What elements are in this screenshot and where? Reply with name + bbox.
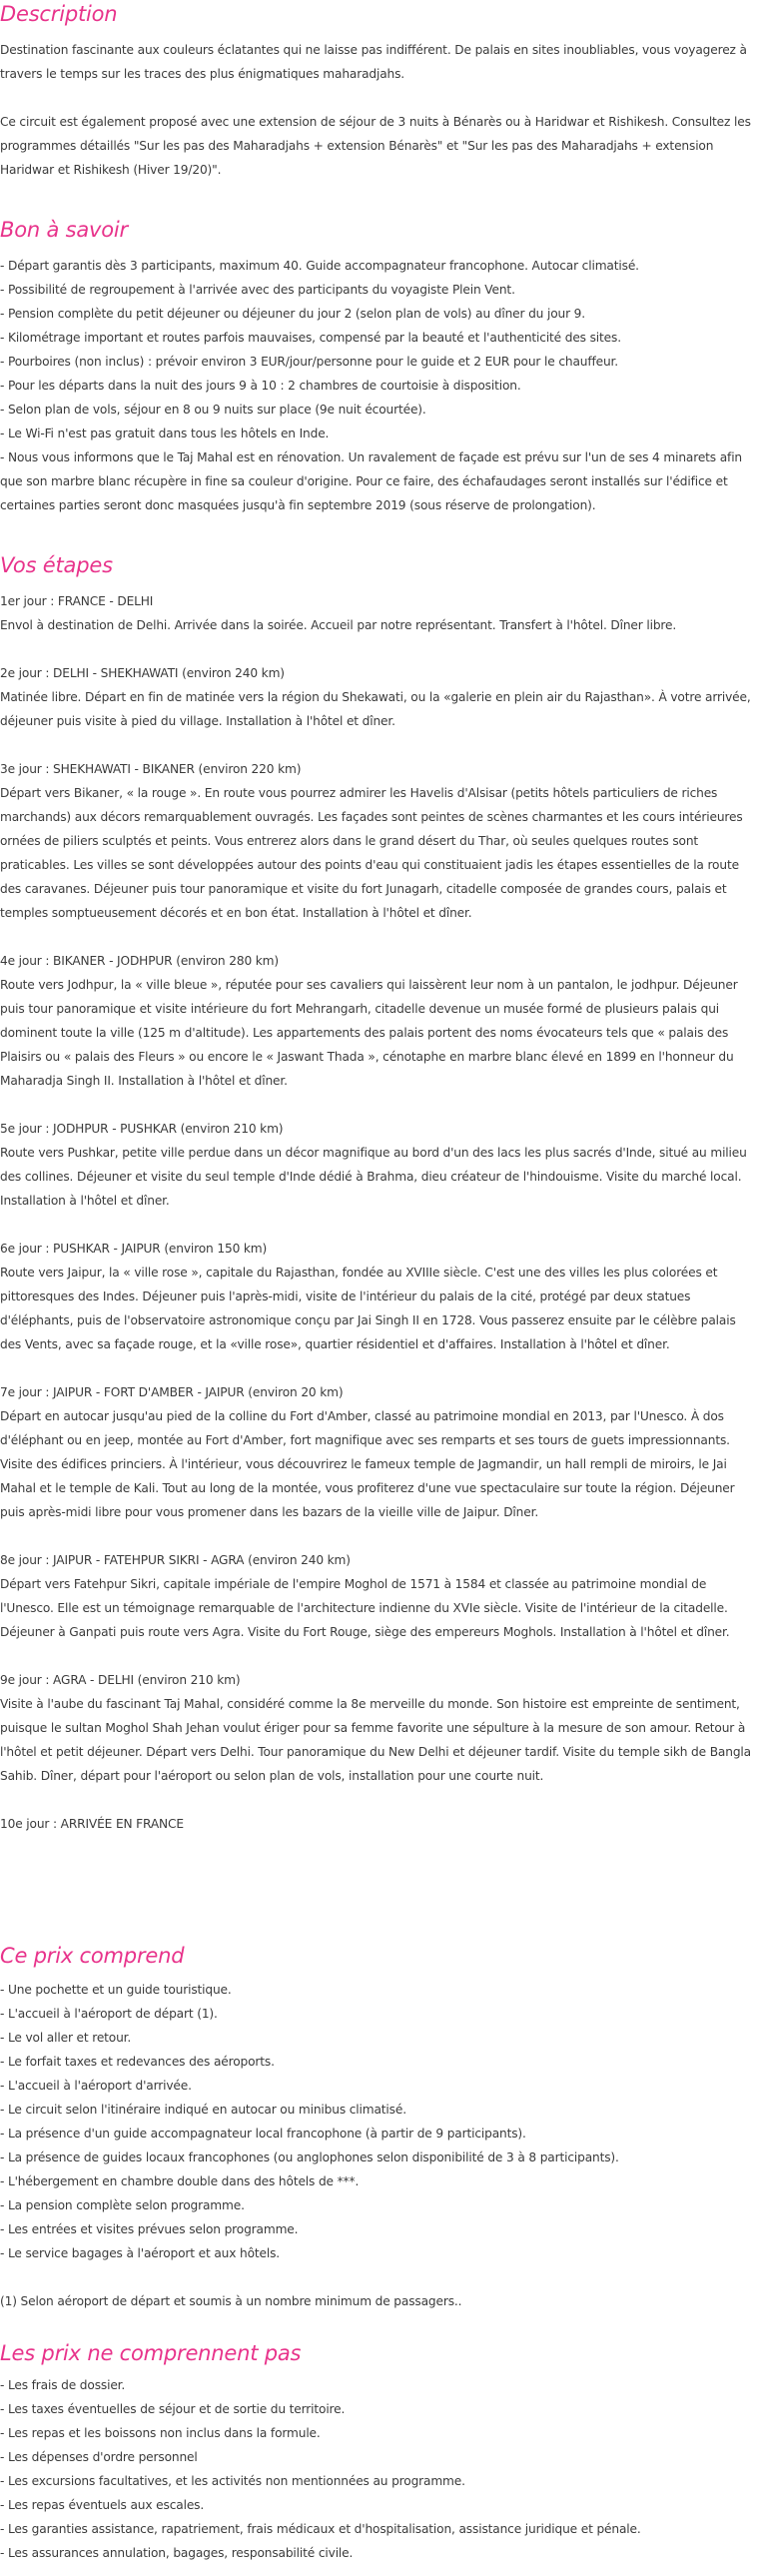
description-section bbox=[0, 2, 757, 182]
list-item: - Les dépenses d'ordre personnel bbox=[0, 2450, 198, 2464]
list-item: - Les taxes éventuelles de séjour et de sortie du territoire. bbox=[0, 2402, 346, 2416]
etapes-section bbox=[0, 553, 757, 1836]
list-item: - La pension complète selon programme. bbox=[0, 2198, 245, 2212]
list-item: - L'hébergement en chambre double dans des hôtels de ***. bbox=[0, 2174, 360, 2188]
day-heading: 6e jour : PUSHKAR - JAIPUR (environ 150 km) bbox=[0, 1242, 268, 1256]
list-item: - Nous vous informons que le Taj Mahal est en rénovation. Un ravalement de façade est prévu sur l'un de ses 4 minarets afin que son marbre blanc récupère in fine sa couleur d'origine. Pour ce faire, des échafaudages seront installés sur l'édifice et certaines parties seront donc masquées jusqu'à fin septembre 2019 (sous réserve de prolongation). bbox=[0, 450, 742, 512]
list-item: - Les assurances annulation, bagages, responsabilité civile. bbox=[0, 2546, 354, 2560]
list-item: - Kilométrage important et routes parfois mauvaises, compensé par la beauté et l'authenticité des sites. bbox=[0, 331, 621, 345]
prix-comprend-section bbox=[0, 1944, 757, 2313]
list-item: - Pension complète du petit déjeuner ou déjeuner du jour 2 (selon plan de vols) au dîner du jour 9. bbox=[0, 307, 585, 321]
list-item: - Une pochette et un guide touristique. bbox=[0, 1983, 232, 1997]
day-block bbox=[0, 1668, 757, 1788]
list-item: - Selon plan de vols, séjour en 8 ou 9 nuits sur place (9e nuit écourtée). bbox=[0, 403, 426, 417]
prix-comprend-note: (1) Selon aéroport de départ et soumis à un nombre minimum de passagers.. bbox=[0, 2294, 462, 2308]
prix-ne-comprennent-pas-list bbox=[0, 2373, 757, 2565]
day-text: Départ en autocar jusqu'au pied de la colline du Fort d'Amber, classé au patrimoine mondial en 2013, par l'Unesco. À dos d'éléphant ou en jeep, montée au Fort d'Amber, fort magnifique avec ses remparts et ses tours de guets impressionnants. Visite des édifices princiers. À l'intérieur, vous découvrirez le fameux temple de Jagmandir, un hall rempli de miroirs, le Jai Mahal et le temple de Kali. Tout au long de la montée, vous profiterez d'une vue spectaculaire sur toute la région. Déjeuner puis après-midi libre pour vous promener dans les bazars de la vieille ville de Jaipur. Dîner. bbox=[0, 1409, 735, 1519]
day-heading: 7e jour : JAIPUR - FORT D'AMBER - JAIPUR (environ 20 km) bbox=[0, 1385, 344, 1399]
day-text: Matinée libre. Départ en fin de matinée vers la région du Shekawati, ou la «galerie en plein air du Rajasthan». À votre arrivée, déjeuner puis visite à pied du village. Installation à l'hôtel et dîner. bbox=[0, 690, 751, 728]
day-block bbox=[0, 757, 757, 925]
day-block bbox=[0, 1117, 757, 1213]
day-heading: 4e jour : BIKANER - JODHPUR (environ 280 km) bbox=[0, 954, 280, 968]
list-item: - Le forfait taxes et redevances des aéroports. bbox=[0, 2055, 275, 2069]
day-text: Départ vers Bikaner, « la rouge ». En route vous pourrez admirer les Havelis d'Alsisar (petits hôtels particuliers de riches marchands) aux décors remarquablement ouvragés. Les façades sont peintes de scènes charmantes et les cours intérieures ornées de piliers sculptés et peints. Vous entrerez alors dans le grand désert du Thar, où seules quelques routes sont praticables. Les villes se sont développées autour des points d'eau qui constituaient jadis les étapes essentielles de la route des caravanes. Déjeuner puis tour panoramique et visite du fort Junagarh, citadelle composée de grandes cours, palais et temples somptueusement décorés et en bon état. Installation à l'hôtel et dîner. bbox=[0, 786, 743, 920]
list-item: - L'accueil à l'aéroport d'arrivée. bbox=[0, 2079, 192, 2093]
list-item: - Les excursions facultatives, et les activités non mentionnées au programme. bbox=[0, 2474, 465, 2488]
day-text: Route vers Pushkar, petite ville perdue dans un décor magnifique au bord d'un des lacs les plus sacrés d'Inde, situé au milieu des collines. Déjeuner et visite du seul temple d'Inde dédié à Brahma, dieu créateur de l'hindouisme. Visite du marché local. Installation à l'hôtel et dîner. bbox=[0, 1146, 747, 1208]
list-item: - Le service bagages à l'aéroport et aux hôtels. bbox=[0, 2246, 281, 2260]
list-item: - Les repas et les boissons non inclus dans la formule. bbox=[0, 2426, 321, 2440]
day-text: Route vers Jodhpur, la « ville bleue », réputée pour ses cavaliers qui laissèrent leur nom à un pantalon, le jodhpur. Déjeuner puis tour panoramique et visite intérieure du fort Mehrangarh, citadelle devenue un musée formé de plusieurs palais qui dominent toute la ville (125 m d'altitude). Les appartements des palais portent des noms évocateurs tels que « palais des Plaisirs ou « palais des Fleurs » ou encore le « Jaswant Thada », cénotaphe en marbre blanc élevé en 1899 en l'honneur du Maharadja Singh II. Installation à l'hôtel et dîner. bbox=[0, 978, 738, 1088]
description-paragraph-1: Destination fascinante aux couleurs éclatantes qui ne laisse pas indifférent. De palais en sites inoubliables, vous voyagerez à travers le temps sur les traces des plus énigmatiques maharadjahs. bbox=[0, 43, 747, 81]
day-heading: 5e jour : JODHPUR - PUSHKAR (environ 210 km) bbox=[0, 1122, 284, 1136]
list-item: - Le circuit selon l'itinéraire indiqué en autocar ou minibus climatisé. bbox=[0, 2103, 406, 2117]
list-item: - Le vol aller et retour. bbox=[0, 2031, 132, 2045]
list-item: - Les repas éventuels aux escales. bbox=[0, 2498, 205, 2512]
day-block bbox=[0, 949, 757, 1093]
day-heading: 3e jour : SHEKHAWATI - BIKANER (environ 220 km) bbox=[0, 762, 302, 776]
list-item: - Départ garantis dès 3 participants, maximum 40. Guide accompagnateur francophone. Autocar climatisé. bbox=[0, 259, 639, 273]
description-title: Description bbox=[0, 2, 118, 26]
etapes-title: Vos étapes bbox=[0, 553, 113, 577]
list-item: - La présence de guides locaux francophones (ou anglophones selon disponibilité de 3 à 8 participants). bbox=[0, 2150, 619, 2164]
day-heading: 1er jour : FRANCE - DELHI bbox=[0, 594, 154, 608]
day-heading: 9e jour : AGRA - DELHI (environ 210 km) bbox=[0, 1673, 241, 1687]
list-item: - Les frais de dossier. bbox=[0, 2378, 126, 2392]
day-block bbox=[0, 589, 757, 637]
list-item: - La présence d'un guide accompagnateur local francophone (à partir de 9 participants). bbox=[0, 2127, 526, 2141]
day-block bbox=[0, 1548, 757, 1644]
day-heading: 10e jour : ARRIVÉE EN FRANCE bbox=[0, 1817, 184, 1831]
list-item: - Possibilité de regroupement à l'arrivée avec des participants du voyagiste Plein Vent. bbox=[0, 283, 515, 297]
day-text: Visite à l'aube du fascinant Taj Mahal, considéré comme la 8e merveille du monde. Son histoire est empreinte de sentiment, puisque le sultan Moghol Shah Jehan voulut ériger pour sa femme favorite une sépulture à la mesure de son amour. Retour à l'hôtel et petit déjeuner. Départ vers Delhi. Tour panoramique du New Delhi et déjeuner tardif. Visite du temple sikh de Bangla Sahib. Dîner, départ pour l'aéroport ou selon plan de vols, installation pour une courte nuit. bbox=[0, 1697, 751, 1783]
day-block bbox=[0, 661, 757, 733]
description-paragraph-2: Ce circuit est également proposé avec une extension de séjour de 3 nuits à Bénarès ou à Haridwar et Rishikesh. Consultez les programmes détaillés "Sur les pas des Maharadjahs + extension Bénarès" et "Sur les pas des Maharadjahs + extension Haridwar et Rishikesh (Hiver 19/20)". bbox=[0, 115, 751, 177]
day-block bbox=[0, 1380, 757, 1524]
prix-comprend-title: Ce prix comprend bbox=[0, 1944, 185, 1968]
list-item: - Le Wi-Fi n'est pas gratuit dans tous les hôtels en Inde. bbox=[0, 427, 330, 440]
day-block bbox=[0, 1237, 757, 1356]
list-item: - Les entrées et visites prévues selon programme. bbox=[0, 2222, 299, 2236]
day-heading: 8e jour : JAIPUR - FATEHPUR SIKRI - AGRA (environ 240 km) bbox=[0, 1553, 351, 1567]
bon-a-savoir-title: Bon à savoir bbox=[0, 218, 128, 242]
day-text: Route vers Jaipur, la « ville rose », capitale du Rajasthan, fondée au XVIIIe siècle. C'est une des villes les plus colorées et pittoresques des Indes. Déjeuner puis l'après-midi, visite de l'intérieur du palais de la cité, protégé par deux statues d'éléphants, puis de l'observatoire astronomique conçu par Jai Singh II en 1728. Vous passerez ensuite par le célèbre palais des Vents, avec sa façade rouge, et la «ville rose», quartier résidentiel et d'affaires. Installation à l'hôtel et dîner. bbox=[0, 1266, 736, 1351]
bon-a-savoir-section bbox=[0, 218, 757, 517]
day-heading: 2e jour : DELHI - SHEKHAWATI (environ 240 km) bbox=[0, 666, 285, 680]
list-item: - Pourboires (non inclus) : prévoir environ 3 EUR/jour/personne pour le guide et 2 EUR pour le chauffeur. bbox=[0, 355, 619, 369]
bon-a-savoir-list bbox=[0, 254, 757, 517]
list-item: - L'accueil à l'aéroport de départ (1). bbox=[0, 2007, 218, 2021]
day-block bbox=[0, 1812, 757, 1836]
list-item: - Pour les départs dans la nuit des jours 9 à 10 : 2 chambres de courtoisie à disposition. bbox=[0, 379, 521, 393]
prix-comprend-list bbox=[0, 1978, 757, 2265]
day-text: Départ vers Fatehpur Sikri, capitale impériale de l'empire Moghol de 1571 à 1584 et classée au patrimoine mondial de l'Unesco. Elle est un témoignage remarquable de l'architecture indienne du XVIe siècle. Visite de l'intérieur de la citadelle. Déjeuner à Ganpati puis route vers Agra. Visite du Fort Rouge, siège des empereurs Moghols. Installation à l'hôtel et dîner. bbox=[0, 1577, 730, 1639]
prix-ne-comprennent-pas-section bbox=[0, 2341, 757, 2565]
prix-ne-comprennent-pas-title: Les prix ne comprennent pas bbox=[0, 2341, 302, 2365]
list-item: - Les garanties assistance, rapatriement, frais médicaux et d'hospitalisation, assistance juridique et pénale. bbox=[0, 2522, 641, 2536]
day-text: Envol à destination de Delhi. Arrivée dans la soirée. Accueil par notre représentant. Transfert à l'hôtel. Dîner libre. bbox=[0, 618, 677, 632]
